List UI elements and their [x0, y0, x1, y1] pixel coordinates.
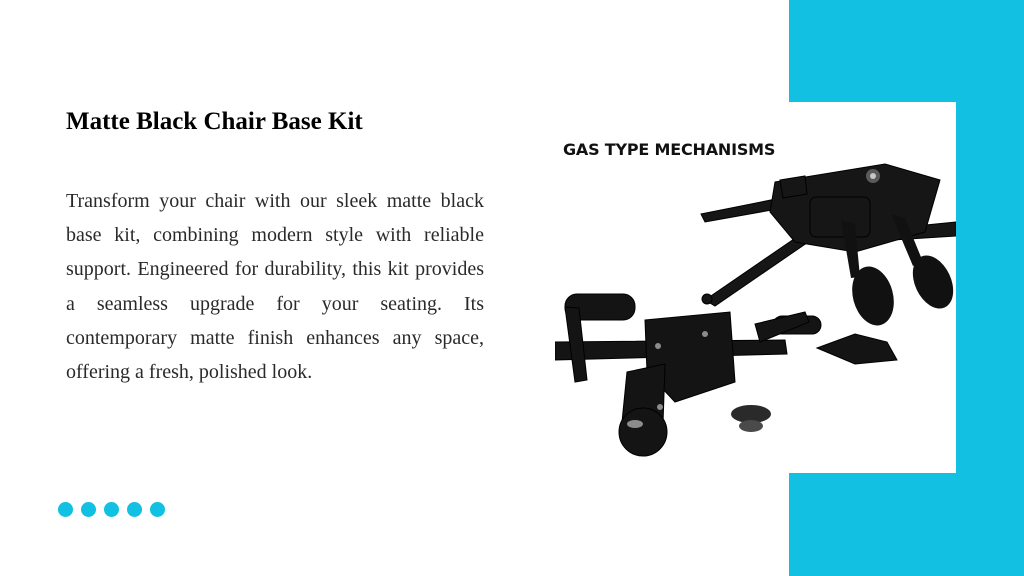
dot-indicator [150, 502, 165, 517]
product-image [555, 102, 956, 473]
dot-indicator [58, 502, 73, 517]
dot-indicator [127, 502, 142, 517]
dot-indicator [81, 502, 96, 517]
slide-dots [58, 502, 165, 517]
slide-title: Matte Black Chair Base Kit [66, 108, 363, 135]
dot-indicator [104, 502, 119, 517]
slide-body-text: Transform your chair with our sleek matte black base kit, combining modern style with reliable support. Engineered for durability, this kit provides a seamless upgrade for your seating. Its contemporary matte finish enhances any space, offering a fresh, polished look. [66, 190, 484, 384]
image-caption: GAS TYPE MECHANISMS [563, 140, 776, 159]
